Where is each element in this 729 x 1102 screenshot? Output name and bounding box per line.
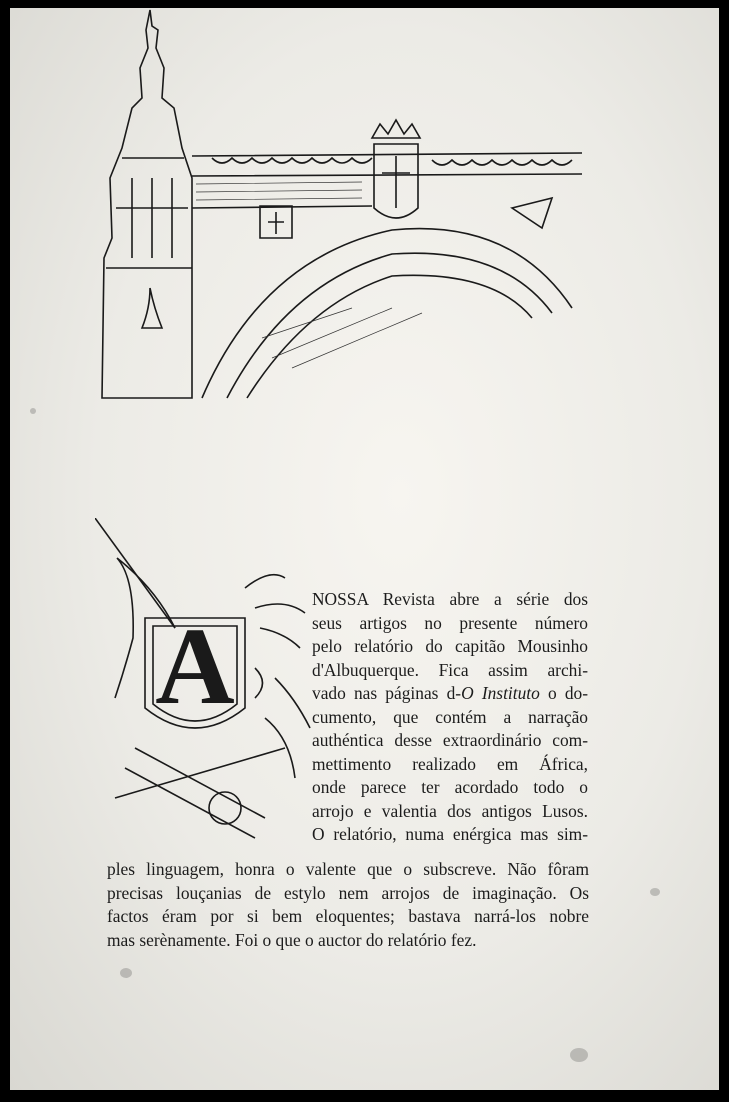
text-line: pelo relatório do capitão Mousinho	[312, 636, 588, 656]
text-line: seus artigos no presente número	[312, 612, 588, 633]
paper-speck	[570, 1048, 588, 1062]
text-line: cumento, que contém a narração	[312, 706, 588, 727]
paper-speck	[30, 408, 36, 414]
text-line: onde parece ter acordado todo o	[312, 777, 588, 797]
text-line: d'Albuquerque. Fica assim archi-	[312, 659, 588, 680]
text-fragment: vado nas páginas d-	[312, 683, 462, 703]
text-line: O relatório, numa enérgica mas sim-	[312, 824, 588, 844]
text-line: mettimento realizado em África,	[312, 753, 588, 774]
paper-speck	[650, 888, 660, 896]
paragraph-narrow-column	[312, 588, 588, 847]
text-fragment: o do-	[539, 683, 588, 703]
page-sheet	[10, 8, 719, 1090]
paragraph-wide-column	[107, 858, 589, 952]
drop-cap-trophy-illustration	[95, 518, 315, 848]
text-line: ples linguagem, honra o valente que o subscreve. Não fôram	[107, 859, 589, 879]
text-line: authéntica desse extraordinário com-	[312, 730, 588, 750]
text-line: precisas louçanias de estylo nem arrojos de imaginação. Os	[107, 882, 589, 903]
text-line: NOSSA Revista abre a série dos	[312, 589, 588, 609]
text-line: factos éram por si bem eloquentes; bastava narrá-los nobre	[107, 906, 589, 926]
text-line: arrojo e valentia dos antigos Lusos.	[312, 800, 588, 821]
paper-speck	[120, 968, 132, 978]
drop-cap-letter: A	[155, 605, 235, 727]
journal-title: O Instituto	[461, 683, 540, 703]
text-line-with-title	[312, 682, 588, 706]
cathedral-bridge-illustration	[92, 8, 592, 403]
text-line-last: mas serènamente. Foi o que o auctor do relatório fez.	[107, 929, 477, 950]
